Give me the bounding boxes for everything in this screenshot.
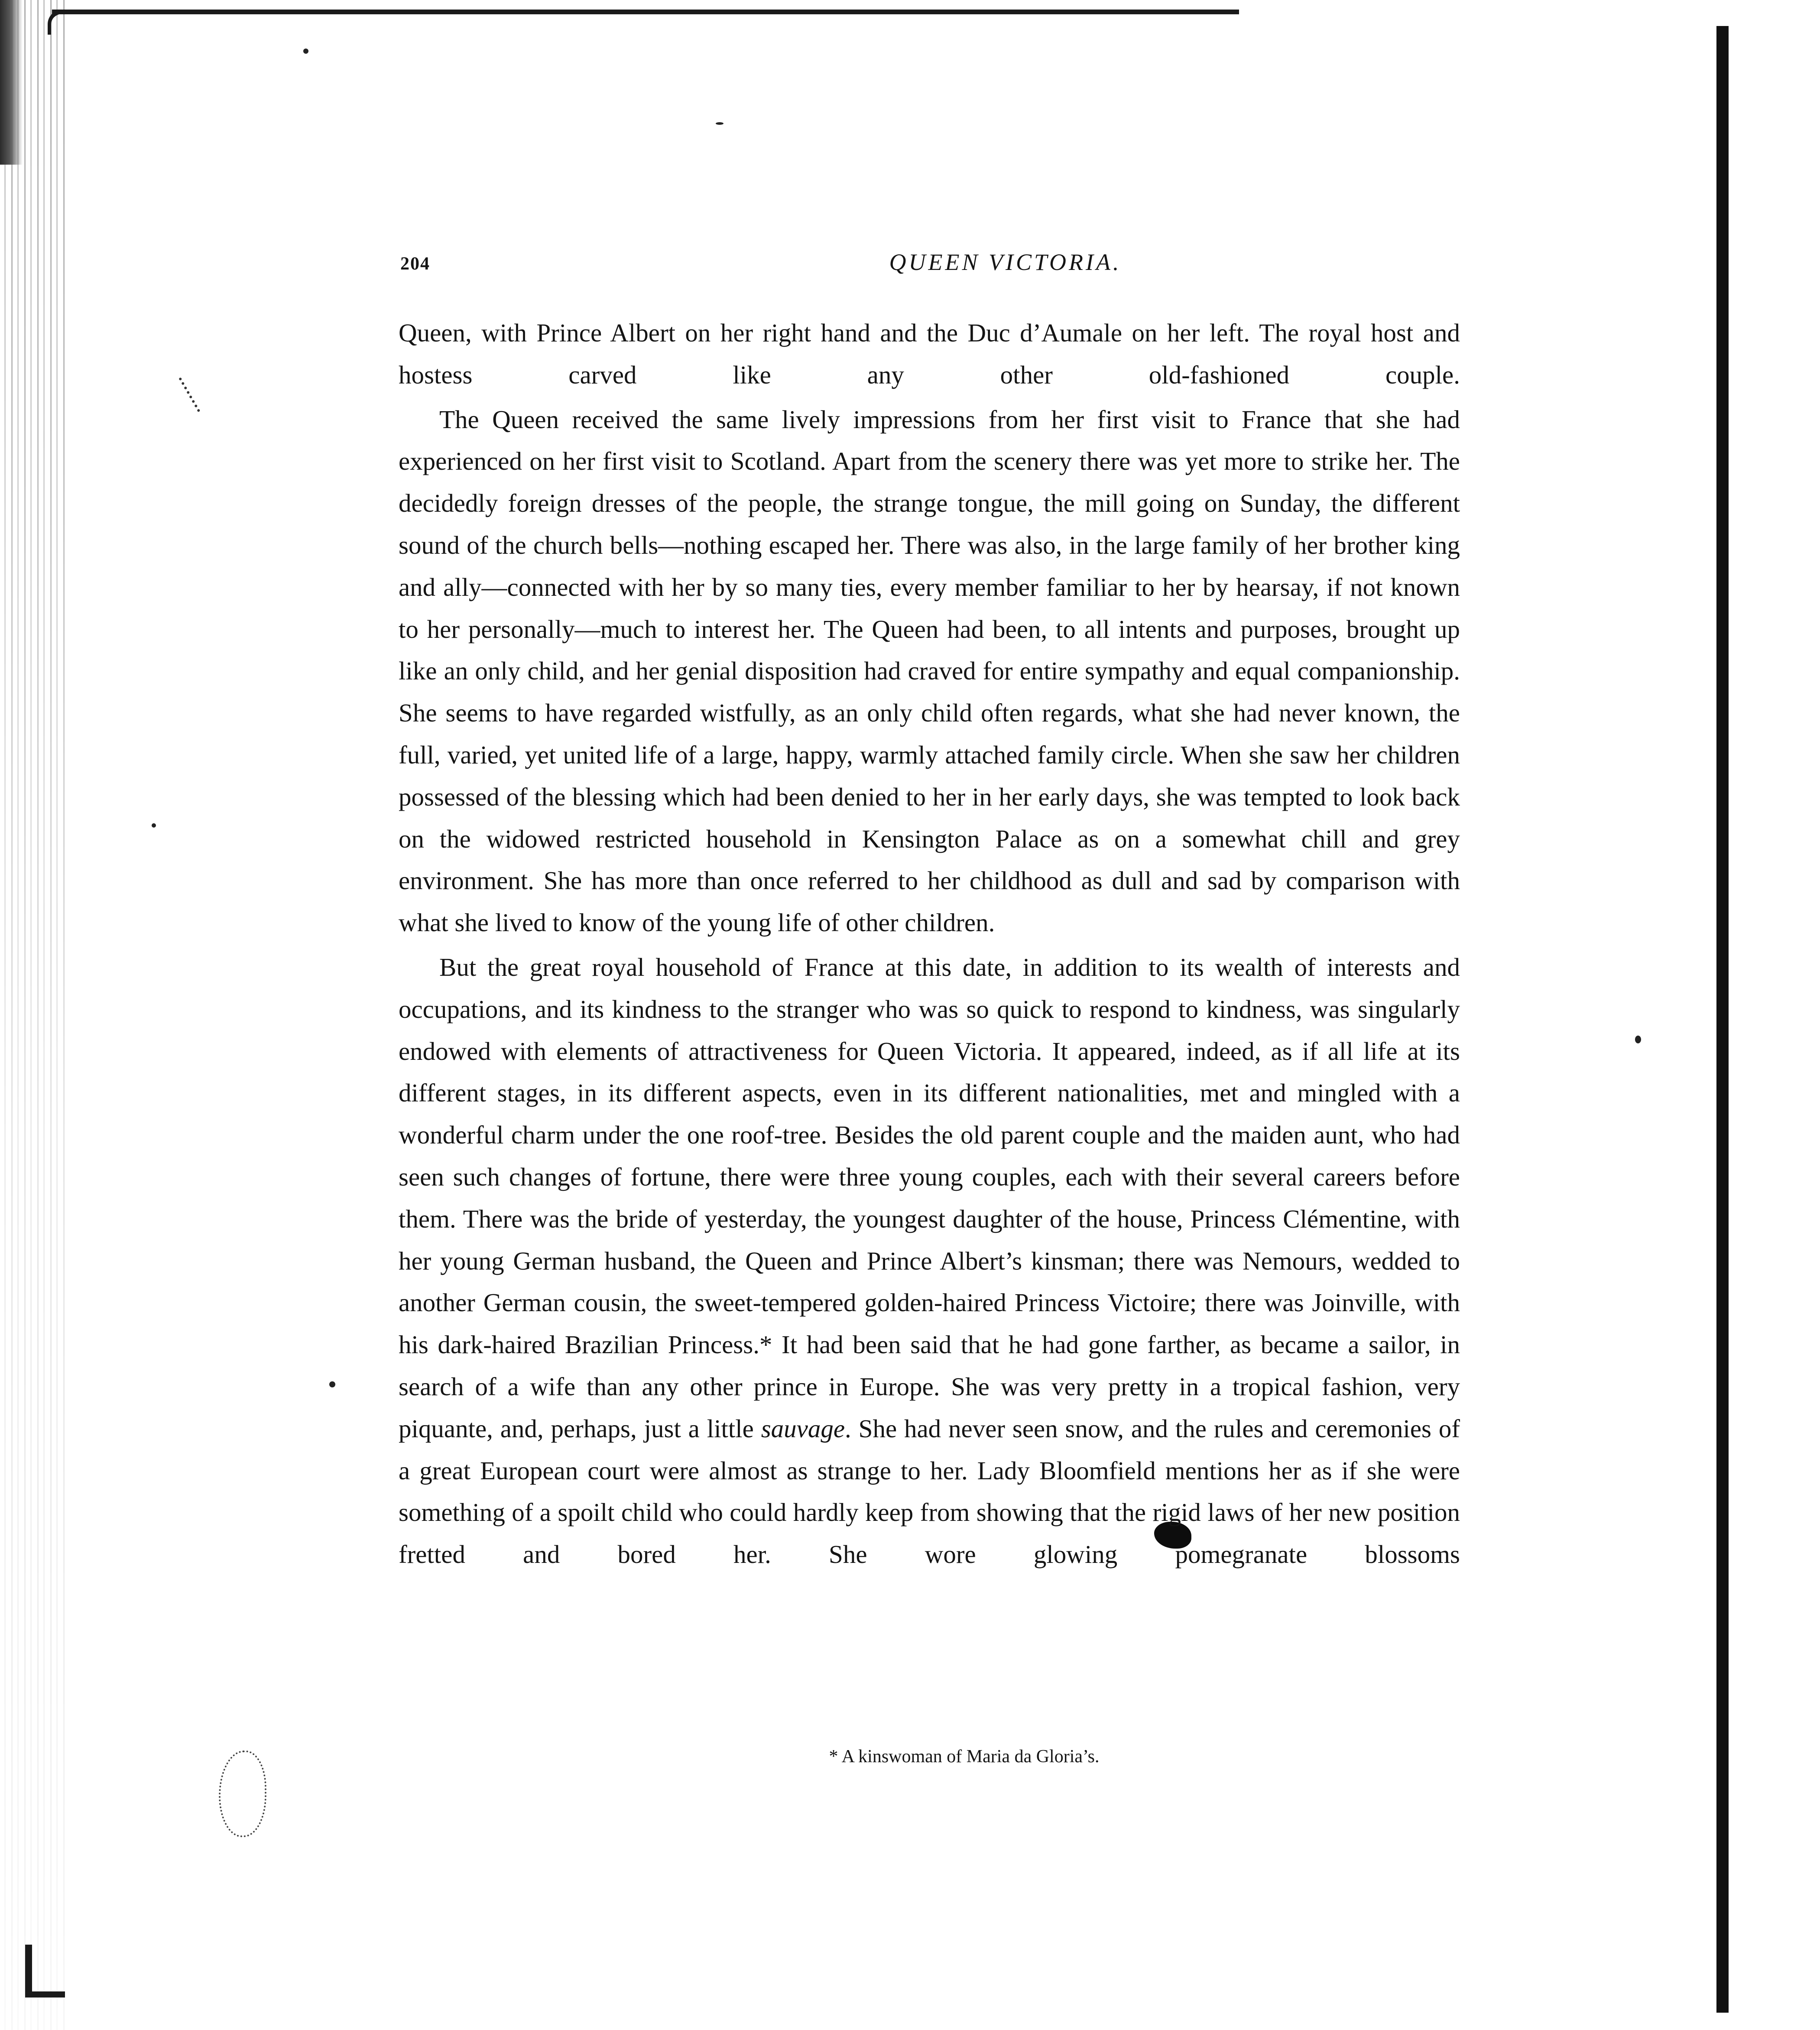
emphasis-word: sauvage [761, 1414, 845, 1443]
paragraph-continuation: Queen, with Prince Albert on her right hand and the Duc d’Aumale on her left. The royal host and hostess carved like any other old-fashioned couple. [399, 318, 1460, 389]
scan-speck [329, 1381, 335, 1387]
body-text [399, 312, 1460, 1575]
footnote: * A kinswoman of Maria da Gloria’s. [829, 1747, 1100, 1767]
scan-right-edge-bar [1716, 26, 1729, 2013]
page-number: 204 [400, 254, 430, 274]
scan-top-rule [52, 10, 1239, 14]
paragraph-queen-impressions: The Queen received the same lively impressions from her first visit to France that she had experienced on her first visit to Scotland. Apart from the scenery there was yet more to strike her. The decidedly foreign dresses of the people, the strange tongue, the mill going on Sunday, the different sound of the church bells—nothing escaped her. There was also, in the large family of her brother king and ally—connected with her by so many ties, every member familiar to her by hearsay, if not known to her personally—much to interest her. The Queen had been, to all intents and purposes, brought up like an only child, and her genial disposition had craved for entire sympathy and equal companionship. She seems to have regarded wistfully, as an only child often regards, what she had never known, the full, varied, yet united life of a large, happy, warmly attached family circle. When she saw her children possessed of the blessing which had been denied to her in her early days, she was tempted to look back on the widowed restricted household in Kensington Palace as on a somewhat chill and grey environment. She has more than once referred to her childhood as dull and sad by comparison with what she lived to know of the young life of other children. [399, 405, 1460, 937]
scan-speck [152, 823, 156, 828]
scan-binding-edge [0, 0, 65, 2030]
scan-corner-mark-foot [25, 1991, 65, 1998]
scan-binding-shadow [0, 0, 23, 165]
running-title: QUEEN VICTORIA. [889, 249, 1122, 275]
scan-corner-mark [25, 1945, 32, 1997]
paragraph-royal-household: But the great royal household of France at this date, in addition to its wealth of interests and occupations, and its kindness to the stranger who was so quick to respond to kindness, was singularly endowed with elements of attractiveness for Queen Victoria. It appeared, indeed, as if all life at its different stages, in its different aspects, even in its different nationalities, met and mingled with a wonderful charm under the one roof-tree. Besides the old parent couple and the maiden aunt, who had seen such changes of fortune, there were three young couples, each with their several careers before them. There was the bride of yesterday, the youngest daughter of the house, Princess Clémentine, with her young German husband, the Queen and Prince Albert’s kinsman; there was Nemours, wedded to another German cousin, the sweet-tempered golden-haired Princess Victoire; there was Joinville, with his dark-haired Brazilian Princess.* It had been said that he had gone farther, as became a sailor, in search of a wife than any other prince in Europe. She was very pretty in a tropical fashion, very piquante, and, perhaps, just a little sauvage. She had never seen snow, and the rules and ceremonies of a great European court were almost as strange to her. Lady Bloomfield mentions her as if she were something of a spoilt child who could hardly keep from showing that the rigid laws of her new position fretted and bored her. She wore glowing pomegranate blossoms [399, 952, 1460, 1569]
scan-fleck [178, 364, 224, 412]
scan-speck [716, 122, 723, 125]
scan-speck [1635, 1036, 1641, 1043]
scan-speck [303, 49, 308, 54]
